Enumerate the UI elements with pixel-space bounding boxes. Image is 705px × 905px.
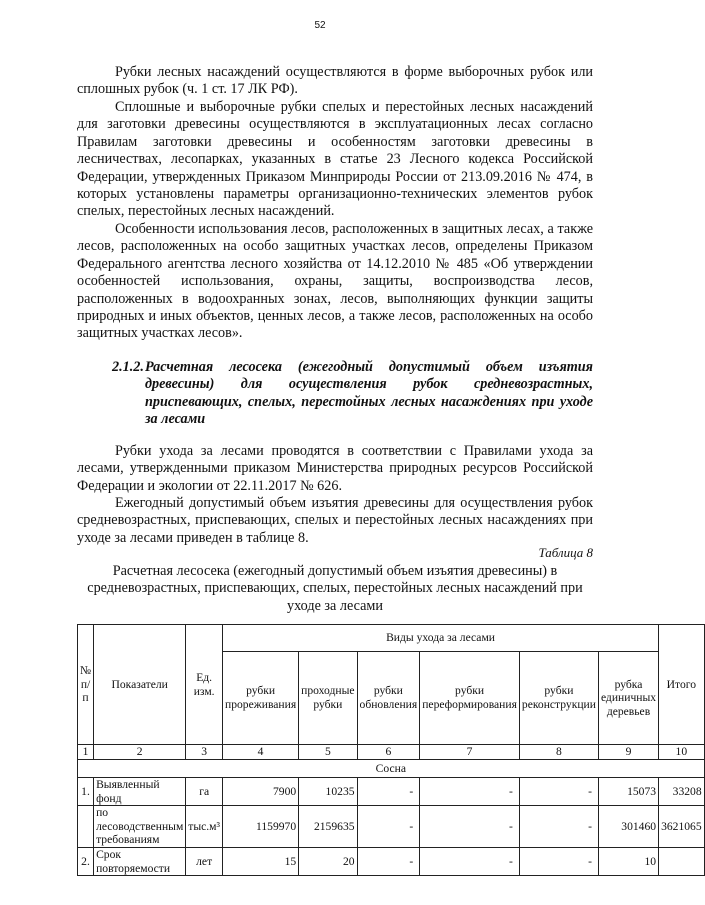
cell-value: - [420,778,520,806]
cell-value: - [357,806,420,848]
col-number: 2 [94,745,186,760]
paragraph-clear-cutting: Сплошные и выборочные рубки спелых и перестойных лесных насаждений для заготовки древесины осуществляются в эксплуатационных лесах согласно Правилам заготовки древесины и особенностям заготовки древесины в лесничествах, лесопарках, указанных в статье 23 Лесного кодекса Российской Федерации, утвержденных Приказом Минприроды России от 213.09.2016 № 474, в которых установлены параметры организационно-технических элементов рубок спелых, перестойных лесных насаждений. [77,99,593,220]
header-indicator: Показатели [94,625,186,745]
cell-value: 7900 [223,778,299,806]
allowable-cut-table [77,624,705,876]
cell-value: 10 [598,847,658,875]
row-indicator: Выявленный фонд [94,778,186,806]
col-number: 7 [420,745,520,760]
header-type-thinning: рубки прореживания [223,652,299,745]
section-heading [112,359,593,429]
col-number: 8 [519,745,598,760]
header-num: № п/п [78,625,94,745]
paragraph-logging-forms: Рубки лесных насаждений осуществляются в форме выборочных рубок или сплошных рубок (ч. 1 ст. 17 ЛК РФ). [77,64,593,98]
cell-value: 33208 [659,778,705,806]
header-type-renewal: рубки обновления [357,652,420,745]
row-unit: га [186,778,223,806]
paragraph-care-rules: Рубки ухода за лесами проводятся в соответствии с Правилами ухода за лесами, утвержденными приказом Министерства природных ресурсов Российской Федерации и экологии от 22.11.2017 № 626. [77,443,593,494]
header-total: Итого [659,625,705,745]
row-indicator: Срок повторяемости [94,847,186,875]
cell-value: 2159635 [299,806,357,848]
row-indicator: по лесоводственным требованиям [94,806,186,848]
col-number: 9 [598,745,658,760]
col-number: 1 [78,745,94,760]
header-type-reforming: рубки переформирования [420,652,520,745]
paragraph-allowable-volume: Ежегодный допустимый объем изъятия древесины для осуществления рубок средневозрастных, приспевающих, спелых и перестойных лесных насаждениях при уходе за лесами приведен в таблице 8. [77,495,593,546]
cell-value: 15 [223,847,299,875]
header-type-single-trees: рубка единичных деревьев [598,652,658,745]
cell-value: 301460 [598,806,658,848]
row-num: 2. [78,847,94,875]
header-type-reconstruction: рубки реконструкции [519,652,598,745]
header-care-types: Виды ухода за лесами [223,625,659,652]
row-num [78,806,94,848]
cell-value: - [519,847,598,875]
cell-value: 15073 [598,778,658,806]
cell-value: - [357,778,420,806]
table-title: Расчетная лесосека (ежегодный допустимый объем изъятия древесины) в средневозрастных, приспевающих, спелых, перестойных лесных насаждений при уходе за лесами [87,563,583,614]
cell-value [659,847,705,875]
cell-value: 10235 [299,778,357,806]
table-row [78,847,705,875]
section-row-species: Сосна [78,760,705,778]
col-number: 5 [299,745,357,760]
cell-value: 3621065 [659,806,705,848]
cell-value: 1159970 [223,806,299,848]
cell-value: - [519,778,598,806]
section-number: 2.1.2. [112,359,144,375]
col-number: 4 [223,745,299,760]
col-number: 10 [659,745,705,760]
cell-value: - [420,806,520,848]
cell-value: - [357,847,420,875]
table-caption: Таблица 8 [538,545,593,560]
table-row [78,778,705,806]
table-row [78,806,705,848]
row-unit: лет [186,847,223,875]
section-title: Расчетная лесосека (ежегодный допустимый объем изъятия древесины) для осуществления рубок средневозрастных, приспевающих, спелых, перестойных лесных насаждениях при уходе за лесами [145,359,593,428]
header-unit: Ед. изм. [186,625,223,745]
cell-value: - [420,847,520,875]
col-number: 3 [186,745,223,760]
cell-value: - [519,806,598,848]
row-unit: тыс.м³ [186,806,223,848]
cell-value: 20 [299,847,357,875]
row-num: 1. [78,778,94,806]
page-number: 52 [314,20,326,31]
paragraph-protective-forests: Особенности использования лесов, расположенных в защитных лесах, а также лесов, расположенных на особо защитных участках лесов, определены Приказом Федерального агентства лесного хозяйства от 14.12.2010 № 485 «Об утверждении особенностей использования, охраны, защиты, воспроизводства лесов, расположенных в водоохранных зонах, лесов, выполняющих функции защиты природных и иных объектов, ценных лесов, а также лесов, расположенных на особо защитных участках лесов». [77,221,593,342]
header-type-passage: проходные рубки [299,652,357,745]
col-number: 6 [357,745,420,760]
